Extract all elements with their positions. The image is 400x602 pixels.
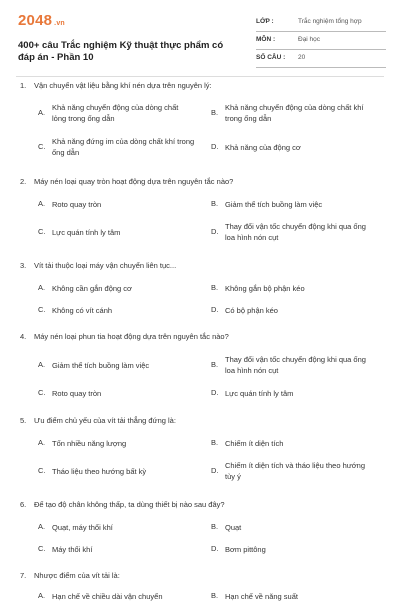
option-text: Khả năng đứng im của dòng chất khí trong ống dẫn bbox=[52, 137, 195, 157]
option-letter: B. bbox=[211, 108, 219, 117]
meta-value: Đại học bbox=[298, 36, 321, 43]
option-letter: A. bbox=[38, 283, 46, 292]
option-text: Quạt, máy thổi khí bbox=[52, 523, 113, 532]
question-number: 1. bbox=[20, 81, 27, 90]
option-letter: A. bbox=[38, 360, 46, 369]
option-letter: A. bbox=[38, 108, 46, 117]
question-stem: Nhược điểm của vít tải là: bbox=[34, 571, 120, 580]
option-text: Không có vít cánh bbox=[52, 306, 113, 315]
option-letter: B. bbox=[211, 591, 219, 600]
option-text: Máy thổi khí bbox=[52, 545, 93, 554]
question-text bbox=[20, 81, 212, 90]
option-letter: B. bbox=[211, 199, 219, 208]
meta-value: 20 bbox=[298, 54, 306, 61]
option-letter: D. bbox=[211, 466, 219, 475]
option-text: Hạn chế về năng suất bbox=[225, 592, 298, 601]
option-text: Quạt bbox=[225, 523, 242, 532]
option-text: Lực quán tính ly tâm bbox=[52, 228, 121, 237]
header bbox=[16, 12, 384, 72]
option-text: Roto quay tròn bbox=[52, 389, 102, 398]
question-text bbox=[20, 177, 233, 186]
document-title: 400+ câu Trắc nghiệm Kỹ thuật thực phẩm có đáp án - Phần 10 bbox=[18, 40, 224, 63]
option-letter: D. bbox=[211, 544, 219, 553]
logo-text: 2048 bbox=[18, 12, 53, 29]
option-text: Giảm thể tích buồng làm việc bbox=[52, 361, 150, 370]
option-text: Thay đổi vận tốc chuyển động khi qua ống loa hình nón cụt bbox=[225, 222, 366, 242]
question-number: 4. bbox=[20, 332, 27, 341]
question-stem: Vận chuyển vật liệu bằng khí nén dựa trên nguyên lý: bbox=[34, 81, 212, 90]
header-divider bbox=[16, 76, 384, 77]
option-letter: C. bbox=[38, 305, 46, 314]
question-text bbox=[20, 332, 229, 341]
question-number: 5. bbox=[20, 416, 27, 425]
option-text: Chiếm ít diện tích và tháo liệu theo hướng tùy ý bbox=[225, 461, 366, 481]
meta-row-subject bbox=[256, 32, 386, 50]
option-text: Lực quán tính ly tâm bbox=[225, 389, 294, 398]
question-stem: Máy nén loại phun tia hoạt động dựa trên nguyên tắc nào? bbox=[34, 332, 229, 341]
question-text bbox=[20, 261, 176, 270]
option-letter: C. bbox=[38, 142, 46, 151]
meta-value: Trắc nghiệm tổng hợp bbox=[298, 18, 362, 25]
option-text: Khả năng chuyển động của dòng chất khí trong ống dẫn bbox=[225, 103, 364, 123]
meta-box bbox=[256, 14, 386, 68]
option-letter: C. bbox=[38, 466, 46, 475]
meta-row-class bbox=[256, 14, 386, 32]
option-letter: D. bbox=[211, 305, 219, 314]
option-letter: B. bbox=[211, 438, 219, 447]
option-letter: C. bbox=[38, 227, 46, 236]
question-number: 6. bbox=[20, 500, 27, 509]
option-letter: A. bbox=[38, 522, 46, 531]
question-stem: Để tạo độ chân không thấp, ta dùng thiết bị nào sau đây? bbox=[34, 500, 225, 509]
option-text: Hạn chế về chiều dài vận chuyển bbox=[52, 592, 163, 601]
question-text bbox=[20, 416, 176, 425]
option-letter: D. bbox=[211, 227, 219, 236]
question-number: 2. bbox=[20, 177, 27, 186]
option-text: Khả năng chuyển động của dòng chất lỏng trong ống dẫn bbox=[52, 103, 179, 123]
question-text bbox=[20, 500, 225, 509]
option-letter: C. bbox=[38, 388, 46, 397]
question-stem: Vít tải thuộc loại máy vận chuyển liên tục... bbox=[34, 261, 177, 270]
option-letter: D. bbox=[211, 142, 219, 151]
option-text: Bơm pittông bbox=[225, 545, 266, 554]
meta-label: MÔN : bbox=[256, 36, 276, 43]
option-text: Roto quay tròn bbox=[52, 200, 102, 209]
option-letter: D. bbox=[211, 388, 219, 397]
option-text: Tốn nhiều năng lượng bbox=[52, 439, 127, 448]
option-text: Không gắn bộ phận kéo bbox=[225, 284, 305, 293]
option-text: Tháo liệu theo hướng bất kỳ bbox=[52, 467, 147, 476]
meta-label: LỚP : bbox=[256, 18, 274, 25]
option-text: Giảm thể tích buồng làm việc bbox=[225, 200, 323, 209]
option-text: Khả năng của động cơ bbox=[225, 143, 301, 152]
question-number: 3. bbox=[20, 261, 27, 270]
option-text: Có bộ phận kéo bbox=[225, 306, 278, 315]
option-text: Không cần gắn động cơ bbox=[52, 284, 132, 293]
option-letter: B. bbox=[211, 283, 219, 292]
question-text bbox=[20, 571, 120, 580]
option-text: Thay đổi vận tốc chuyển động khi qua ống loa hình nón cụt bbox=[225, 355, 366, 375]
option-letter: A. bbox=[38, 591, 46, 600]
option-letter: A. bbox=[38, 199, 46, 208]
logo-suffix: .vn bbox=[54, 20, 65, 27]
question-number: 7. bbox=[20, 571, 27, 580]
option-letter: A. bbox=[38, 438, 46, 447]
site-logo[interactable] bbox=[18, 12, 65, 29]
option-letter: B. bbox=[211, 360, 219, 369]
question-stem: Ưu điểm chủ yếu của vít tải thẳng đứng là: bbox=[34, 416, 176, 425]
meta-label: SỐ CÂU : bbox=[256, 54, 286, 61]
option-letter: C. bbox=[38, 544, 46, 553]
option-letter: B. bbox=[211, 522, 219, 531]
meta-row-count bbox=[256, 50, 386, 68]
question-stem: Máy nén loại quay tròn hoạt động dựa trên nguyên tắc nào? bbox=[34, 177, 234, 186]
option-text: Chiếm ít diện tích bbox=[225, 439, 284, 448]
